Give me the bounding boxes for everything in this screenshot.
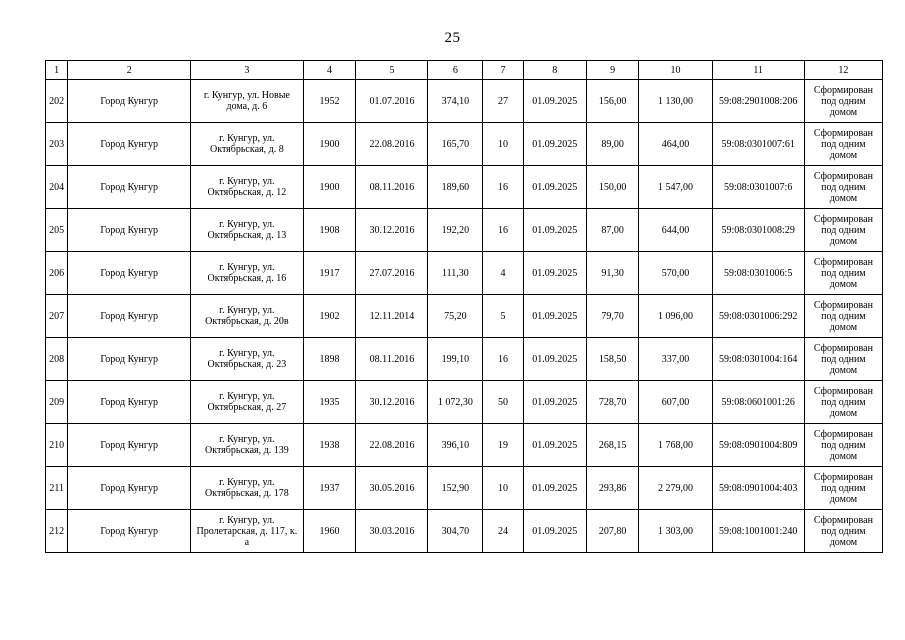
area-cell: 304,70 (428, 510, 483, 553)
land-status-cell: Сформирован под одним домом (804, 295, 882, 338)
residents-cell: 27 (483, 80, 524, 123)
land-status-cell: Сформирован под одним домом (804, 381, 882, 424)
municipality-cell: Город Кунгур (68, 209, 191, 252)
row-number-cell: 203 (46, 123, 68, 166)
municipality-cell: Город Кунгур (68, 80, 191, 123)
year-built-cell: 1960 (303, 510, 356, 553)
land-status-cell: Сформирован под одним домом (804, 123, 882, 166)
row-number-cell: 212 (46, 510, 68, 553)
municipality-cell: Город Кунгур (68, 123, 191, 166)
land-status-cell: Сформирован под одним домом (804, 467, 882, 510)
table-body (46, 80, 883, 553)
municipality-cell: Город Кунгур (68, 424, 191, 467)
deadline-date-cell: 01.09.2025 (523, 467, 586, 510)
year-built-cell: 1900 (303, 123, 356, 166)
cadastral-number-cell: 59:08:1001001:240 (712, 510, 804, 553)
column-header: 7 (483, 61, 524, 80)
address-cell: г. Кунгур, ул. Октябрьская, д. 16 (191, 252, 304, 295)
row-number-cell: 209 (46, 381, 68, 424)
table-row (46, 123, 883, 166)
deadline-date-cell: 01.09.2025 (523, 381, 586, 424)
table-row (46, 295, 883, 338)
land-area-cell: 644,00 (639, 209, 712, 252)
address-cell: г. Кунгур, ул. Новые дома, д. 6 (191, 80, 304, 123)
column-header: 11 (712, 61, 804, 80)
land-area-cell: 1 547,00 (639, 166, 712, 209)
date-cell: 30.12.2016 (356, 381, 428, 424)
land-area-cell: 337,00 (639, 338, 712, 381)
deadline-date-cell: 01.09.2025 (523, 166, 586, 209)
date-cell: 27.07.2016 (356, 252, 428, 295)
year-built-cell: 1900 (303, 166, 356, 209)
cadastral-number-cell: 59:08:0901004:403 (712, 467, 804, 510)
column-header: 3 (191, 61, 304, 80)
value-cell: 87,00 (586, 209, 639, 252)
land-status-cell: Сформирован под одним домом (804, 166, 882, 209)
date-cell: 08.11.2016 (356, 166, 428, 209)
date-cell: 30.12.2016 (356, 209, 428, 252)
column-header: 1 (46, 61, 68, 80)
address-cell: г. Кунгур, ул. Октябрьская, д. 20в (191, 295, 304, 338)
value-cell: 268,15 (586, 424, 639, 467)
date-cell: 01.07.2016 (356, 80, 428, 123)
area-cell: 1 072,30 (428, 381, 483, 424)
municipality-cell: Город Кунгур (68, 338, 191, 381)
residents-cell: 24 (483, 510, 524, 553)
year-built-cell: 1952 (303, 80, 356, 123)
residents-cell: 16 (483, 338, 524, 381)
land-status-cell: Сформирован под одним домом (804, 209, 882, 252)
address-cell: г. Кунгур, ул. Октябрьская, д. 8 (191, 123, 304, 166)
row-number-cell: 202 (46, 80, 68, 123)
deadline-date-cell: 01.09.2025 (523, 123, 586, 166)
year-built-cell: 1938 (303, 424, 356, 467)
deadline-date-cell: 01.09.2025 (523, 295, 586, 338)
address-cell: г. Кунгур, ул. Пролетарская, д. 117, к. а (191, 510, 304, 553)
land-area-cell: 570,00 (639, 252, 712, 295)
area-cell: 199,10 (428, 338, 483, 381)
deadline-date-cell: 01.09.2025 (523, 338, 586, 381)
address-cell: г. Кунгур, ул. Октябрьская, д. 23 (191, 338, 304, 381)
date-cell: 08.11.2016 (356, 338, 428, 381)
cadastral-number-cell: 59:08:0301007:61 (712, 123, 804, 166)
cadastral-number-cell: 59:08:2901008:206 (712, 80, 804, 123)
land-area-cell: 464,00 (639, 123, 712, 166)
residents-cell: 5 (483, 295, 524, 338)
column-header: 8 (523, 61, 586, 80)
residents-cell: 10 (483, 467, 524, 510)
row-number-cell: 205 (46, 209, 68, 252)
address-cell: г. Кунгур, ул. Октябрьская, д. 12 (191, 166, 304, 209)
date-cell: 22.08.2016 (356, 123, 428, 166)
table-row (46, 209, 883, 252)
deadline-date-cell: 01.09.2025 (523, 424, 586, 467)
land-area-cell: 1 303,00 (639, 510, 712, 553)
land-status-cell: Сформирован под одним домом (804, 510, 882, 553)
deadline-date-cell: 01.09.2025 (523, 510, 586, 553)
column-header: 10 (639, 61, 712, 80)
area-cell: 152,90 (428, 467, 483, 510)
cadastral-number-cell: 59:08:0301006:292 (712, 295, 804, 338)
address-cell: г. Кунгур, ул. Октябрьская, д. 27 (191, 381, 304, 424)
row-number-cell: 204 (46, 166, 68, 209)
column-header: 4 (303, 61, 356, 80)
municipality-cell: Город Кунгур (68, 381, 191, 424)
column-header: 12 (804, 61, 882, 80)
deadline-date-cell: 01.09.2025 (523, 209, 586, 252)
table-row (46, 166, 883, 209)
table-row (46, 381, 883, 424)
row-number-cell: 207 (46, 295, 68, 338)
row-number-cell: 210 (46, 424, 68, 467)
table-row (46, 467, 883, 510)
area-cell: 396,10 (428, 424, 483, 467)
municipality-cell: Город Кунгур (68, 252, 191, 295)
residents-cell: 19 (483, 424, 524, 467)
year-built-cell: 1935 (303, 381, 356, 424)
value-cell: 89,00 (586, 123, 639, 166)
deadline-date-cell: 01.09.2025 (523, 80, 586, 123)
table-row (46, 424, 883, 467)
housing-register-table (45, 60, 883, 553)
municipality-cell: Город Кунгур (68, 295, 191, 338)
cadastral-number-cell: 59:08:0301007:6 (712, 166, 804, 209)
municipality-cell: Город Кунгур (68, 510, 191, 553)
address-cell: г. Кунгур, ул. Октябрьская, д. 13 (191, 209, 304, 252)
year-built-cell: 1902 (303, 295, 356, 338)
column-header: 5 (356, 61, 428, 80)
table-row (46, 510, 883, 553)
row-number-cell: 211 (46, 467, 68, 510)
municipality-cell: Город Кунгур (68, 467, 191, 510)
table-row (46, 338, 883, 381)
year-built-cell: 1908 (303, 209, 356, 252)
area-cell: 192,20 (428, 209, 483, 252)
municipality-cell: Город Кунгур (68, 166, 191, 209)
date-cell: 12.11.2014 (356, 295, 428, 338)
land-area-cell: 1 768,00 (639, 424, 712, 467)
table-row (46, 252, 883, 295)
land-status-cell: Сформирован под одним домом (804, 252, 882, 295)
cadastral-number-cell: 59:08:0901004:809 (712, 424, 804, 467)
land-area-cell: 607,00 (639, 381, 712, 424)
area-cell: 374,10 (428, 80, 483, 123)
cadastral-number-cell: 59:08:0601001:26 (712, 381, 804, 424)
value-cell: 150,00 (586, 166, 639, 209)
residents-cell: 16 (483, 209, 524, 252)
column-header: 2 (68, 61, 191, 80)
land-area-cell: 1 130,00 (639, 80, 712, 123)
land-area-cell: 2 279,00 (639, 467, 712, 510)
area-cell: 111,30 (428, 252, 483, 295)
page-number: 25 (444, 30, 461, 46)
table-row (46, 80, 883, 123)
date-cell: 30.05.2016 (356, 467, 428, 510)
land-status-cell: Сформирован под одним домом (804, 80, 882, 123)
year-built-cell: 1917 (303, 252, 356, 295)
deadline-date-cell: 01.09.2025 (523, 252, 586, 295)
value-cell: 728,70 (586, 381, 639, 424)
land-area-cell: 1 096,00 (639, 295, 712, 338)
row-number-cell: 208 (46, 338, 68, 381)
residents-cell: 16 (483, 166, 524, 209)
value-cell: 156,00 (586, 80, 639, 123)
date-cell: 22.08.2016 (356, 424, 428, 467)
address-cell: г. Кунгур, ул. Октябрьская, д. 178 (191, 467, 304, 510)
residents-cell: 50 (483, 381, 524, 424)
column-header: 9 (586, 61, 639, 80)
area-cell: 189,60 (428, 166, 483, 209)
area-cell: 165,70 (428, 123, 483, 166)
cadastral-number-cell: 59:08:0301004:164 (712, 338, 804, 381)
cadastral-number-cell: 59:08:0301008:29 (712, 209, 804, 252)
year-built-cell: 1898 (303, 338, 356, 381)
row-number-cell: 206 (46, 252, 68, 295)
value-cell: 158,50 (586, 338, 639, 381)
header-row (46, 61, 883, 80)
value-cell: 91,30 (586, 252, 639, 295)
residents-cell: 10 (483, 123, 524, 166)
value-cell: 293,86 (586, 467, 639, 510)
year-built-cell: 1937 (303, 467, 356, 510)
land-status-cell: Сформирован под одним домом (804, 424, 882, 467)
land-status-cell: Сформирован под одним домом (804, 338, 882, 381)
residents-cell: 4 (483, 252, 524, 295)
date-cell: 30.03.2016 (356, 510, 428, 553)
area-cell: 75,20 (428, 295, 483, 338)
value-cell: 207,80 (586, 510, 639, 553)
address-cell: г. Кунгур, ул. Октябрьская, д. 139 (191, 424, 304, 467)
cadastral-number-cell: 59:08:0301006:5 (712, 252, 804, 295)
column-header: 6 (428, 61, 483, 80)
value-cell: 79,70 (586, 295, 639, 338)
